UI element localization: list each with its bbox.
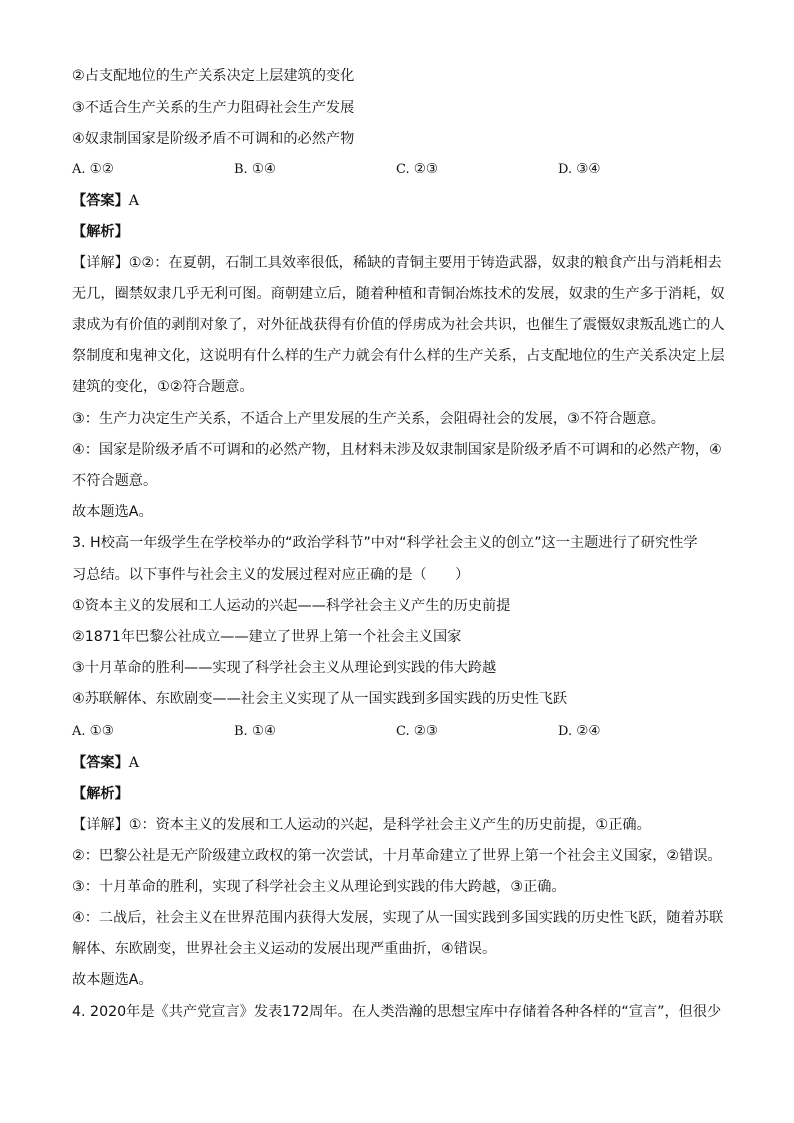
detail-line: ②：巴黎公社是无产阶级建立政权的第一次尝试，十月革命建立了世界上第一个社会主义国家，②错误。 [72, 848, 722, 864]
option-d: D. ③④ [558, 161, 601, 177]
detail-line: 解体、东欧剧变，世界社会主义运动的发展出现严重曲折，④错误。 [72, 941, 497, 957]
question-stem: 习总结。以下事件与社会主义的发展过程对应正确的是（ ） [72, 567, 470, 583]
statement-2: ②占支配地位的生产关系决定上层建筑的变化 [72, 68, 355, 84]
question-stem: 4. 2020年是《共产党宣言》发表172周年。在人类浩瀚的思想宝库中存储着各种各样的“宣言”，但很少 [72, 1004, 722, 1020]
conclusion-line: 故本题选A。 [72, 504, 153, 520]
option-a: A. ①③ [72, 723, 114, 739]
detail-line: ④：二战后，社会主义在世界范围内获得大发展，实现了从一国实践到多国实践的历史性飞跃，随着苏联 [72, 910, 724, 926]
statement-3: ③不适合生产关系的生产力阻碍社会生产发展 [72, 100, 355, 116]
statement-4: ④奴隶制国家是阶级矛盾不可调和的必然产物 [72, 131, 355, 147]
option-c: C. ②③ [396, 723, 438, 739]
detail-line: ③：十月革命的胜利，实现了科学社会主义从理论到实践的伟大跨越，③正确。 [72, 879, 566, 895]
answer: 【答案】A [72, 755, 140, 771]
option-d: D. ②④ [558, 723, 601, 739]
detail-line: 【详解】①②：在夏朝，石制工具效率很低，稀缺的青铜主要用于铸造武器，奴隶的粮食产出与消耗相去 [72, 255, 722, 271]
detail-line: ④：国家是阶级矛盾不可调和的必然产物，且材料未涉及奴隶制国家是阶级矛盾不可调和的必然产物，④ [72, 442, 722, 458]
detail-line: 无几，圈禁奴隶几乎无利可图。商朝建立后，随着种植和青铜冶炼技术的发展，奴隶的生产多于消耗，奴 [72, 286, 725, 302]
analysis-heading: 【解析】 [72, 224, 129, 240]
option-a: A. ①② [72, 161, 114, 177]
detail-line: 祭制度和鬼神文化，这说明有什么样的生产力就会有什么样的生产关系，占支配地位的生产关系决定上层 [72, 348, 725, 364]
options-row [72, 723, 692, 741]
statement-3: ③十月革命的胜利——实现了科学社会主义从理论到实践的伟大跨越 [72, 660, 497, 676]
statement-1: ①资本主义的发展和工人运动的兴起——科学社会主义产生的历史前提 [72, 598, 511, 614]
analysis-heading: 【解析】 [72, 786, 129, 802]
detail-line: 不符合题意。 [72, 473, 158, 489]
question-stem: 3. H校高一年级学生在学校举办的“政治学科节”中对“科学社会主义的创立”这一主题进行了研究性学 [72, 535, 698, 551]
detail-line: ③：生产力决定生产关系，不适合上产里发展的生产关系，会阻碍社会的发展，③不符合题意。 [72, 411, 665, 427]
option-c: C. ②③ [396, 161, 438, 177]
option-b: B. ①④ [234, 161, 277, 177]
detail-line: 建筑的变化，①②符合题意。 [72, 379, 254, 395]
option-b: B. ①④ [234, 723, 277, 739]
detail-line: 隶成为有价值的剥削对象了，对外征战获得有价值的俘虏成为社会共识，也催生了震慑奴隶叛乱逃亡的人 [72, 317, 725, 333]
statement-2: ②1871年巴黎公社成立——建立了世界上第一个社会主义国家 [72, 629, 462, 645]
detail-line: 【详解】①：资本主义的发展和工人运动的兴起，是科学社会主义产生的历史前提，①正确。 [72, 817, 651, 833]
statement-4: ④苏联解体、东欧剧变——社会主义实现了从一国实践到多国实践的历史性飞跃 [72, 691, 568, 707]
answer: 【答案】A [72, 193, 140, 209]
options-row [72, 161, 692, 179]
conclusion-line: 故本题选A。 [72, 972, 153, 988]
